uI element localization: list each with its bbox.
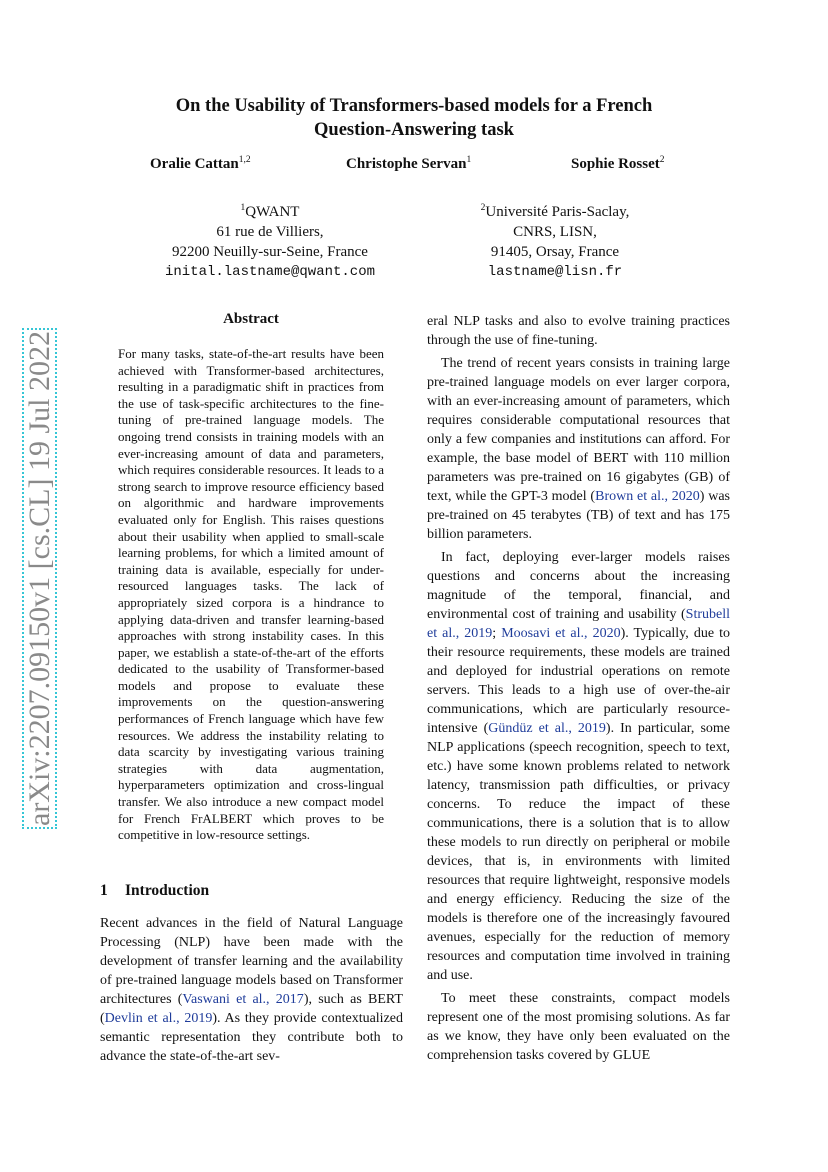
- right-column-body: [427, 312, 730, 1065]
- author-2: Christophe Servan$^1$: [346, 155, 472, 172]
- citation-brown[interactable]: Brown et al., 2020: [595, 489, 700, 504]
- citation-strubell[interactable]: Strubell et al., 2019: [427, 607, 730, 641]
- email-2[interactable]: lastname@lisn.fr: [487, 264, 623, 280]
- affiliation-2: $^2$Université Paris-Saclay, CNRS, LISN, 91405, Orsay, France lastname@lisn.fr: [440, 202, 670, 282]
- citation-moosavi[interactable]: Moosavi et al., 2020: [501, 626, 621, 641]
- intro-paragraph-3: In fact, deploying ever-larger models raises questions and concerns about the increasing magnitude of the temporal, financial, and environmental cost of training and usability (Strubell et al., 2019; Moosavi et al., 2020). Typically, due to their resource requirements, these models are trained and deployed for industrial operations on remote servers. This leads to a high use of over-the-air communications, which are particularly resource-intensive (Gündüz et al., 2019). In particular, some NLP applications (speech recognition, speech to text, etc.) have some known problems related to network latency, transmission path difficulties, or privacy concerns. To reduce the impact of these communications, there is a solution that is to allow these models to run directly on peripheral or mobile devices, that is, in environments with limited resources that require lightweight, responsive models and energy efficiency. Reducing the size of the models is therefore one of the increasingly favoured avenues, especially for the reduction of memory resources and computation time involved in training and use.: [427, 550, 730, 983]
- email-1[interactable]: inital.lastname@qwant.com: [164, 264, 376, 280]
- title-line-1: On the Usability of Transformers-based models for a French: [175, 96, 653, 116]
- citation-vaswani[interactable]: Vaswani et al., 2017: [182, 992, 304, 1007]
- arxiv-identifier: arXiv:2207.09150v1 [cs.CL] 19 Jul 2022: [23, 331, 56, 826]
- left-column-body: [100, 914, 403, 1066]
- author-3: Sophie Rosset$^2$: [571, 155, 665, 172]
- title-line-2: Question-Answering task: [314, 120, 514, 140]
- intro-paragraph-1-continuation: eral NLP tasks and also to evolve training practices through the use of fine-tuning.: [427, 314, 730, 348]
- citation-devlin[interactable]: Devlin et al., 2019: [104, 1011, 213, 1026]
- abstract-heading: Abstract: [223, 311, 279, 327]
- author-1: Oralie Cattan$^{1,2}$: [150, 155, 251, 172]
- paper-title: [100, 94, 728, 142]
- citation-gunduz[interactable]: Gündüz et al., 2019: [488, 721, 606, 736]
- affiliation-1: $^1$QWANT 61 rue de Villiers, 92200 Neuilly-sur-Seine, France inital.lastname@qwant.com: [140, 202, 400, 282]
- abstract-body: For many tasks, state-of-the-art results have been achieved with Transformer-based architectures, resulting in a paradigmatic shift in practices from the use of task-specific architectures to the fine-tuning of pre-trained language models. The ongoing trend consists in training models with an ever-increasing amount of data and parameters, which requires considerable resources. It leads to a strong search to improve resource efficiency based on algorithmic and hardware improvements evaluated only for English. This raises questions about their usability when applied to small-scale learning problems, for which a limited amount of training data is available, especially for under-resourced languages tasks. The lack of appropriately sized corpora is a hindrance to applying data-driven and transfer learning-based approaches with strong instability cases. In this paper, we establish a state-of-the-art of the efforts dedicated to the usability of Transformer-based models and propose to evaluate these improvements on the question-answering performances of French language which have few resources. We address the instability relating to data scarcity by investigating various training strategies with data augmentation, hyperparameters optimization and cross-lingual transfer. We also introduce a new compact model for French FrALBERT which proves to be competitive in low-resource settings.: [118, 346, 384, 843]
- intro-paragraph-1: Recent advances in the field of Natural Language Processing (NLP) have been made with the development of transfer learning and the availability of pre-trained language models based on Transformer architectures (Vaswani et al., 2017), such as BERT (Devlin et al., 2019). As they provide contextualized semantic representation they contribute both to advance the state-of-the-art sev-: [100, 916, 403, 1064]
- intro-paragraph-1-continued: ). As they provide contextualized semantic representation they contribute both to advance the state-of-the-art sev-: [100, 1011, 403, 1064]
- intro-paragraph-2: The trend of recent years consists in training large pre-trained language models on ever larger corpora, with an ever-increasing amount of parameters, which requires considerable computational resources that only a few companies and institutions can afford. For example, the base model of BERT with 110 million parameters was pre-trained on 16 gigabytes (GB) of text, while the GPT-3 model (Brown et al., 2020) was pre-trained on 45 terabytes (TB) of text and has 175 billion parameters.: [427, 356, 730, 542]
- intro-paragraph-4: To meet these constraints, compact models represent one of the most promising solutions. As far as we know, they have only been evaluated on the comprehension tasks covered by GLUE: [427, 991, 730, 1063]
- section-heading-introduction: 1 Introduction: [100, 882, 210, 899]
